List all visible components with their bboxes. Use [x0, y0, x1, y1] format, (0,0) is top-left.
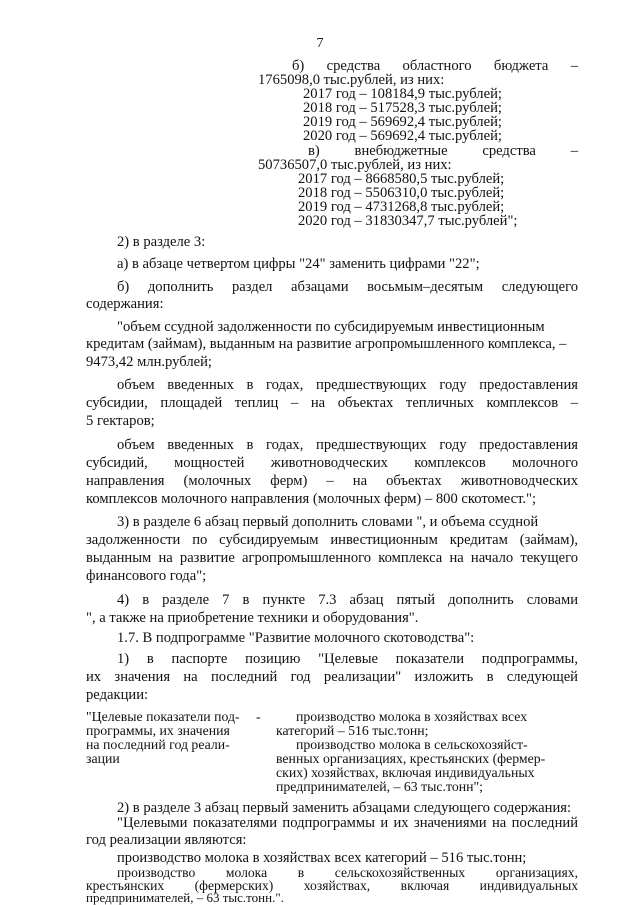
paragraph-1-7-1-line: их значения на последний год реализации" изложить в следующей [86, 669, 578, 685]
quote-targets-line: год реализации являются: [86, 832, 247, 848]
paragraph-4-line: 4) в разделе 7 в пункте 7.3 абзац пятый дополнить словами [117, 592, 578, 608]
quote3-line: направления (молочных ферм) – на объектах животноводческих [86, 473, 578, 489]
quote1-line: кредитам (займам), выданным на развитие агропромышленного комплекса, – [86, 336, 567, 352]
quote1-line: 9473,42 млн.рублей; [86, 354, 212, 370]
paragraph-1-7-1-line: 1) в паспорте позицию "Целевые показатели подпрограммы, [117, 651, 578, 667]
quote2-line: 5 гектаров; [86, 413, 155, 429]
table-label-line: программы, их значения [86, 723, 230, 738]
section-1-7-heading: 1.7. В подпрограмме "Развитие молочного скотоводства": [117, 630, 475, 646]
table-label-line: на последний год реали- [86, 737, 230, 752]
extra-budget-line1: в) внебюджетные средства – [308, 143, 578, 159]
table-value-line: венных организациях, крестьянских (фермер- [276, 751, 546, 766]
paragraph-3-line: задолженности по субсидируемым инвестиционным кредитам (займам), [86, 532, 578, 548]
quote2-line: объем введенных в годах, предшествующих году предоставления [117, 377, 578, 393]
paragraph-b-line: б) дополнить раздел абзацами восьмым–десятым следующего [117, 279, 578, 295]
extra-budget-year: 2017 год – 8668580,5 тыс.рублей; [298, 171, 505, 187]
quote3-line: объем введенных в годах, предшествующих году предоставления [117, 437, 578, 453]
table-label-line: "Целевые показатели под- [86, 709, 240, 724]
regional-budget-line2: 1765098,0 тыс.рублей, из них: [258, 72, 445, 88]
regional-budget-year: 2019 год – 569692,4 тыс.рублей; [303, 114, 502, 130]
paragraph-3-line: финансового года"; [86, 568, 207, 584]
table-dash: - [256, 709, 261, 724]
quote3-line: субсидий, мощностей животноводческих комплексов молочного [86, 455, 578, 471]
regional-budget-year: 2020 год – 569692,4 тыс.рублей; [303, 128, 502, 144]
quote3-line: комплексов молочного направления (молочных ферм) – 800 скотомест."; [86, 491, 537, 507]
quote-milk-agri-line: крестьянских (фермерских) хозяйствах, включая индивидуальных [86, 878, 578, 893]
paragraph-4-line: ", а также на приобретение техники и оборудования". [86, 610, 419, 626]
table-value-line: производство молока в хозяйствах всех [296, 709, 528, 724]
regional-budget-year: 2018 год – 517528,3 тыс.рублей; [303, 100, 502, 116]
extra-budget-year: 2018 год – 5506310,0 тыс.рублей; [298, 185, 505, 201]
quote-targets-line: "Целевыми показателями подпрограммы и их значениями на последний [117, 815, 578, 831]
regional-budget-line1: б) средства областного бюджета – [292, 58, 578, 74]
paragraph-3-line: выданным на развитие агропромышленного комплекса на начало текущего [86, 550, 578, 566]
table-value-line: производство молока в сельскохозяйст- [296, 737, 528, 752]
paragraph-b-line: содержания: [86, 296, 164, 312]
table-label-line: зации [86, 751, 120, 766]
table-value-line: ских) хозяйствах, включая индивидуальных [276, 765, 535, 780]
extra-budget-year: 2019 год – 4731268,8 тыс.рублей; [298, 199, 505, 215]
table-value-line: предпринимателей, – 63 тыс.тонн"; [276, 779, 483, 794]
paragraph-2-section3: 2) в разделе 3 абзац первый заменить абзацами следующего содержания: [117, 800, 572, 816]
quote-milk-agri-line: производство молока в сельскохозяйственных организациях, [117, 865, 578, 880]
regional-budget-year: 2017 год – 108184,9 тыс.рублей; [303, 86, 502, 102]
paragraph-1-7-1-line: редакции: [86, 687, 149, 703]
extra-budget-year: 2020 год – 31830347,7 тыс.рублей"; [298, 213, 518, 229]
paragraph-a: а) в абзаце четвертом цифры "24" заменить цифрами "22"; [117, 256, 480, 272]
paragraph-3-line: 3) в разделе 6 абзац первый дополнить словами ", и объема ссудной [117, 514, 539, 530]
quote1-line: "объем ссудной задолженности по субсидируемым инвестиционным [117, 319, 545, 335]
section3-heading: 2) в разделе 3: [117, 234, 206, 250]
quote2-line: субсидии, площадей теплиц – на объектах тепличных комплексов – [86, 395, 578, 411]
page-number: 7 [316, 36, 324, 51]
table-value-line: категорий – 516 тыс.тонн; [276, 723, 429, 738]
quote-milk-agri-line: предпринимателей, – 63 тыс.тонн.". [86, 890, 284, 905]
quote-milk-all: производство молока в хозяйствах всех категорий – 516 тыс.тонн; [117, 850, 527, 866]
extra-budget-line2: 50736507,0 тыс.рублей, из них: [258, 157, 452, 173]
